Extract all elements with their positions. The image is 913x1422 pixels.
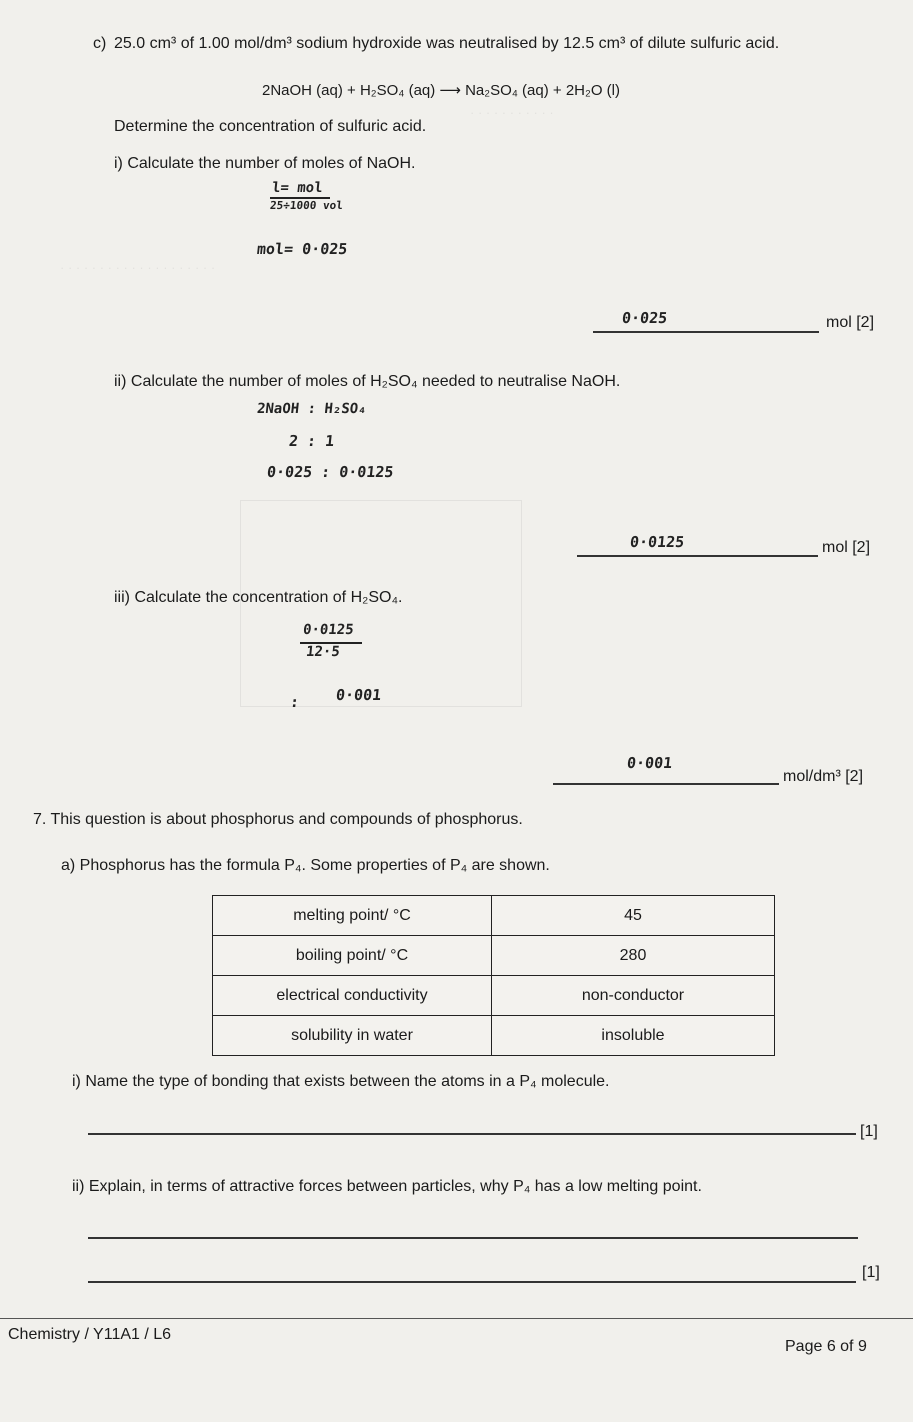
table-row: [213, 896, 775, 936]
part-c-intro: 25.0 cm³ of 1.00 mol/dm³ sodium hydroxide was neutralised by 12.5 cm³ of dilute sulfuric acid.: [114, 35, 780, 52]
table-cell-property: electrical conductivity: [213, 976, 492, 1016]
question-7a-i-text: i) Name the type of bonding that exists between the atoms in a P₄ molecule.: [72, 1073, 610, 1090]
table-row: [213, 936, 775, 976]
answer-unit: mol [2]: [822, 539, 871, 556]
page-number: Page 6 of 9: [785, 1338, 867, 1355]
handwritten-working: 2 : 1: [288, 432, 336, 450]
answer-line: [88, 1133, 856, 1135]
handwritten-working: mol= 0·025: [256, 240, 349, 258]
table-cell-property: boiling point/ °C: [213, 936, 492, 976]
table-cell-value: 280: [492, 936, 775, 976]
question-ii-text: ii) Calculate the number of moles of H₂SO₄ needed to neutralise NaOH.: [114, 373, 621, 390]
answer-line: [88, 1237, 858, 1239]
table-cell-value: non-conductor: [492, 976, 775, 1016]
answer-unit: mol/dm³ [2]: [783, 768, 864, 785]
part-c-label: c): [93, 35, 107, 52]
answer-line: [553, 783, 779, 785]
handwritten-working: 0·025 : 0·0125: [266, 463, 395, 481]
handwritten-answer: 0·025: [621, 309, 669, 327]
answer-line: [88, 1281, 856, 1283]
table-row: [213, 1016, 775, 1056]
handwritten-working: l= mol: [271, 180, 324, 196]
handwritten-working: 0·001: [335, 686, 383, 704]
handwritten-working: 25÷1000 vol: [269, 199, 344, 212]
handwritten-answer: 0·001: [626, 754, 674, 772]
answer-line: [593, 331, 819, 333]
show-through-text: · · · · · · · · · · · · · · · · · · · ·: [60, 260, 216, 275]
marks-label: [1]: [862, 1264, 880, 1281]
footer-course: Chemistry / Y11A1 / L6: [8, 1326, 172, 1343]
handwritten-working: 12·5: [305, 644, 341, 660]
show-through-text: · · · · · · · · · · ·: [470, 105, 554, 120]
table-row: [213, 976, 775, 1016]
handwritten-working: 0·0125: [302, 622, 355, 638]
footer-divider: [0, 1318, 913, 1319]
handwritten-working: 2NaOH : H₂SO₄: [256, 401, 368, 417]
table-cell-value: 45: [492, 896, 775, 936]
question-7-text: 7. This question is about phosphorus and compounds of phosphorus.: [33, 811, 523, 828]
properties-table: [212, 895, 775, 1056]
handwritten-working: :: [289, 693, 300, 711]
table-cell-property: solubility in water: [213, 1016, 492, 1056]
chemical-equation: 2NaOH (aq) + H₂SO₄ (aq) ⟶ Na₂SO₄ (aq) + 2H₂O (l): [262, 82, 620, 99]
question-7a-ii-text: ii) Explain, in terms of attractive forces between particles, why P₄ has a low melting point.: [72, 1178, 702, 1195]
table-cell-property: melting point/ °C: [213, 896, 492, 936]
answer-unit: mol [2]: [826, 314, 875, 331]
part-c-instruction: Determine the concentration of sulfuric acid.: [114, 118, 427, 135]
marks-label: [1]: [860, 1123, 878, 1140]
table-cell-value: insoluble: [492, 1016, 775, 1056]
handwritten-answer: 0·0125: [629, 533, 686, 551]
question-i-text: i) Calculate the number of moles of NaOH.: [114, 155, 416, 172]
question-iii-text: iii) Calculate the concentration of H₂SO₄.: [114, 589, 403, 606]
question-7a-text: a) Phosphorus has the formula P₄. Some properties of P₄ are shown.: [61, 857, 550, 874]
answer-line: [577, 555, 818, 557]
